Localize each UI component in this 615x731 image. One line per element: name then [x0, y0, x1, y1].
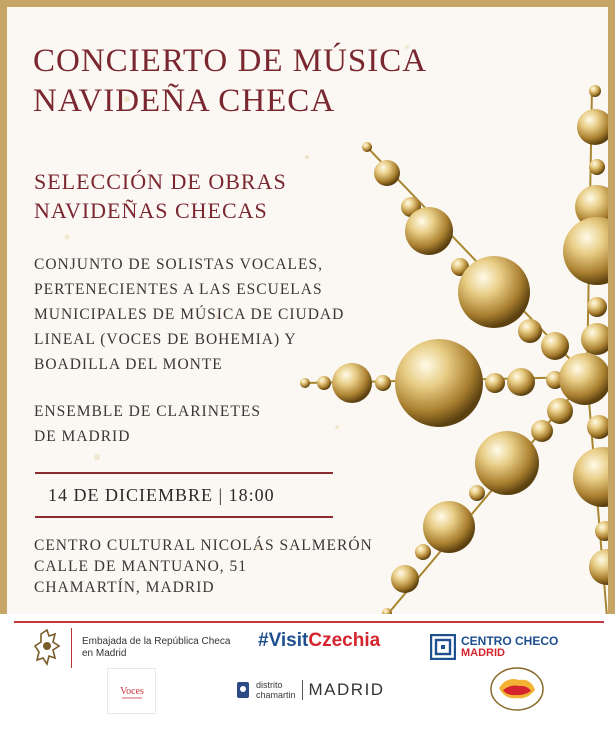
subtitle-line: NAVIDEÑAS CHECAS [34, 198, 268, 223]
performers-line: MUNICIPALES DE MÚSICA DE CIUDAD [34, 306, 345, 323]
ensemble-description [34, 399, 334, 449]
madrid-bear-icon [236, 681, 250, 699]
centro-checo-line2: MADRID [461, 647, 505, 659]
performers-line: BOADILLA DEL MONTE [34, 356, 223, 373]
distrito-chamartin-logo [236, 680, 385, 700]
venue-line: CENTRO CULTURAL NICOLÁS SALMERÓN [34, 537, 373, 554]
district-label [256, 680, 296, 700]
program-subtitle [34, 167, 394, 225]
performers-line: LINEAL (VOCES DE BOHEMIA) Y [34, 331, 297, 348]
venue-address [34, 535, 414, 598]
district-line2: chamartin [256, 690, 296, 700]
venue-line: CALLE DE MANTUANO, 51 [34, 558, 248, 575]
embassy-divider [71, 628, 72, 668]
visit-prefix: #Visit [258, 630, 309, 651]
performers-description [34, 252, 384, 377]
voces-wordmark [112, 683, 152, 701]
date-bottom-rule [35, 516, 333, 518]
centro-checo-line1: CENTRO CHECO [461, 634, 559, 648]
club-checo-seal-icon [489, 666, 545, 712]
embassy-logo [33, 628, 242, 668]
voces-de-bohemia-logo [107, 668, 156, 714]
date-top-rule [35, 472, 333, 474]
district-separator [302, 680, 303, 700]
embassy-line: en Madrid [82, 648, 127, 659]
centro-checo-logo-icon [430, 634, 456, 660]
concert-title: CONCIERTO DE MÚSICA NAVIDEÑA CHECA [33, 43, 428, 119]
footer-divider [14, 621, 604, 623]
performers-line: CONJUNTO DE SOLISTAS VOCALES, [34, 256, 323, 273]
czech-lion-emblem-icon [33, 628, 63, 668]
ensemble-line: ENSEMBLE DE CLARINETES [34, 403, 261, 420]
visit-czechia-logo [258, 630, 380, 652]
performers-line: PERTENECIENTES A LAS ESCUELAS [34, 281, 323, 298]
svg-text:Voces: Voces [120, 686, 144, 697]
embassy-line: Embajada de la República Checa [82, 636, 231, 647]
ensemble-line: DE MADRID [34, 428, 131, 445]
centro-checo-logo [430, 634, 558, 660]
concert-date-time: 14 DE DICIEMBRE | 18:00 [48, 485, 275, 505]
centro-checo-name [461, 635, 558, 659]
visit-accent: Czechia [308, 630, 381, 651]
madrid-wordmark: MADRID [308, 680, 385, 699]
subtitle-line: SELECCIÓN DE OBRAS [34, 169, 287, 194]
embassy-name [82, 636, 242, 660]
venue-line: CHAMARTÍN, MADRID [34, 579, 215, 596]
district-line1: distrito [256, 680, 283, 690]
